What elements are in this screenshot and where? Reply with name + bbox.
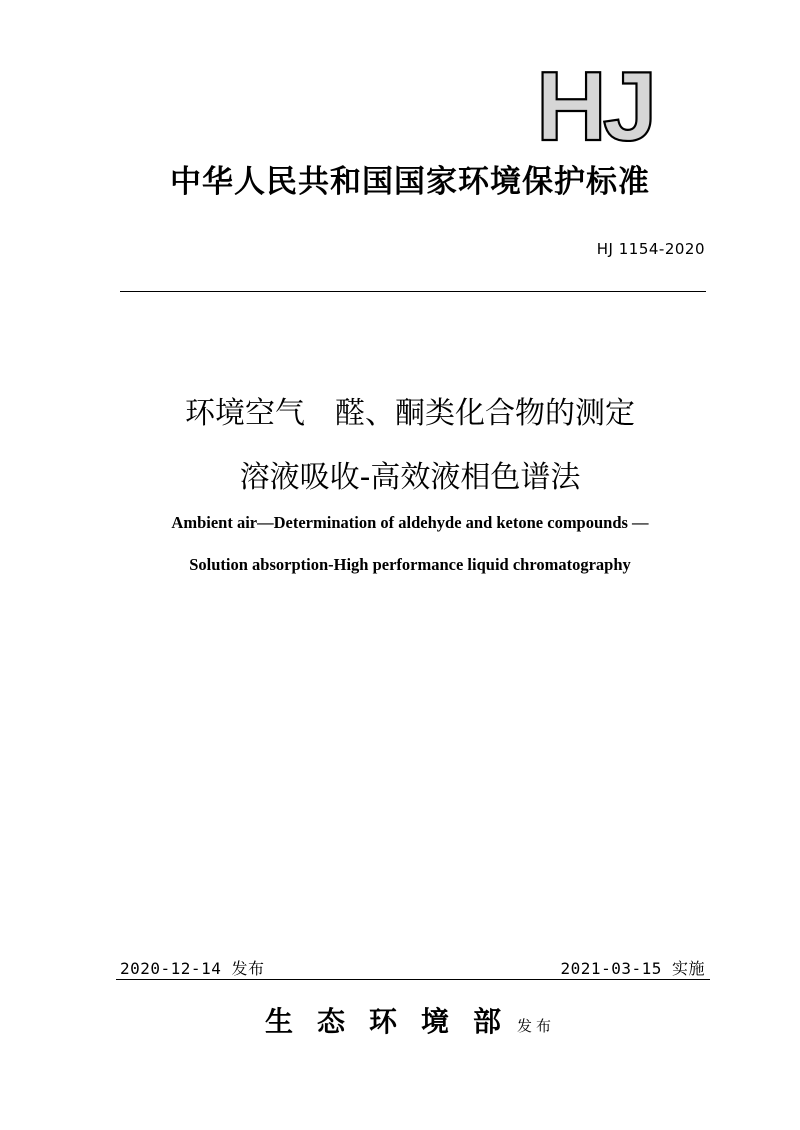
chinese-title-line-1: 环境空气 醛、酮类化合物的测定 — [185, 396, 635, 431]
issue-date: 2020-12-14 发布 — [120, 959, 265, 978]
issuer-suffix: 发布 — [517, 1017, 556, 1035]
standard-code: HJ 1154-2020 — [596, 240, 705, 258]
issuer-name: 生态环境部 — [264, 1005, 525, 1038]
hj-logo-text: HJ — [536, 64, 654, 142]
english-title-line-2: Solution absorption-High performance liquid chromatography — [189, 555, 631, 574]
english-title-line-1: Ambient air—Determination of aldehyde and ketone compounds — — [171, 513, 649, 532]
top-divider — [120, 291, 706, 292]
issuer — [60, 1000, 760, 1040]
hj-logo-mark — [536, 64, 686, 142]
bottom-divider — [116, 979, 710, 980]
hj-logo — [536, 64, 686, 142]
implementation-date: 2021-03-15 实施 — [560, 959, 705, 978]
standard-title: 中华人民共和国国家环境保护标准 — [170, 164, 650, 200]
chinese-title-line-2: 溶液吸收-高效液相色谱法 — [239, 460, 581, 495]
